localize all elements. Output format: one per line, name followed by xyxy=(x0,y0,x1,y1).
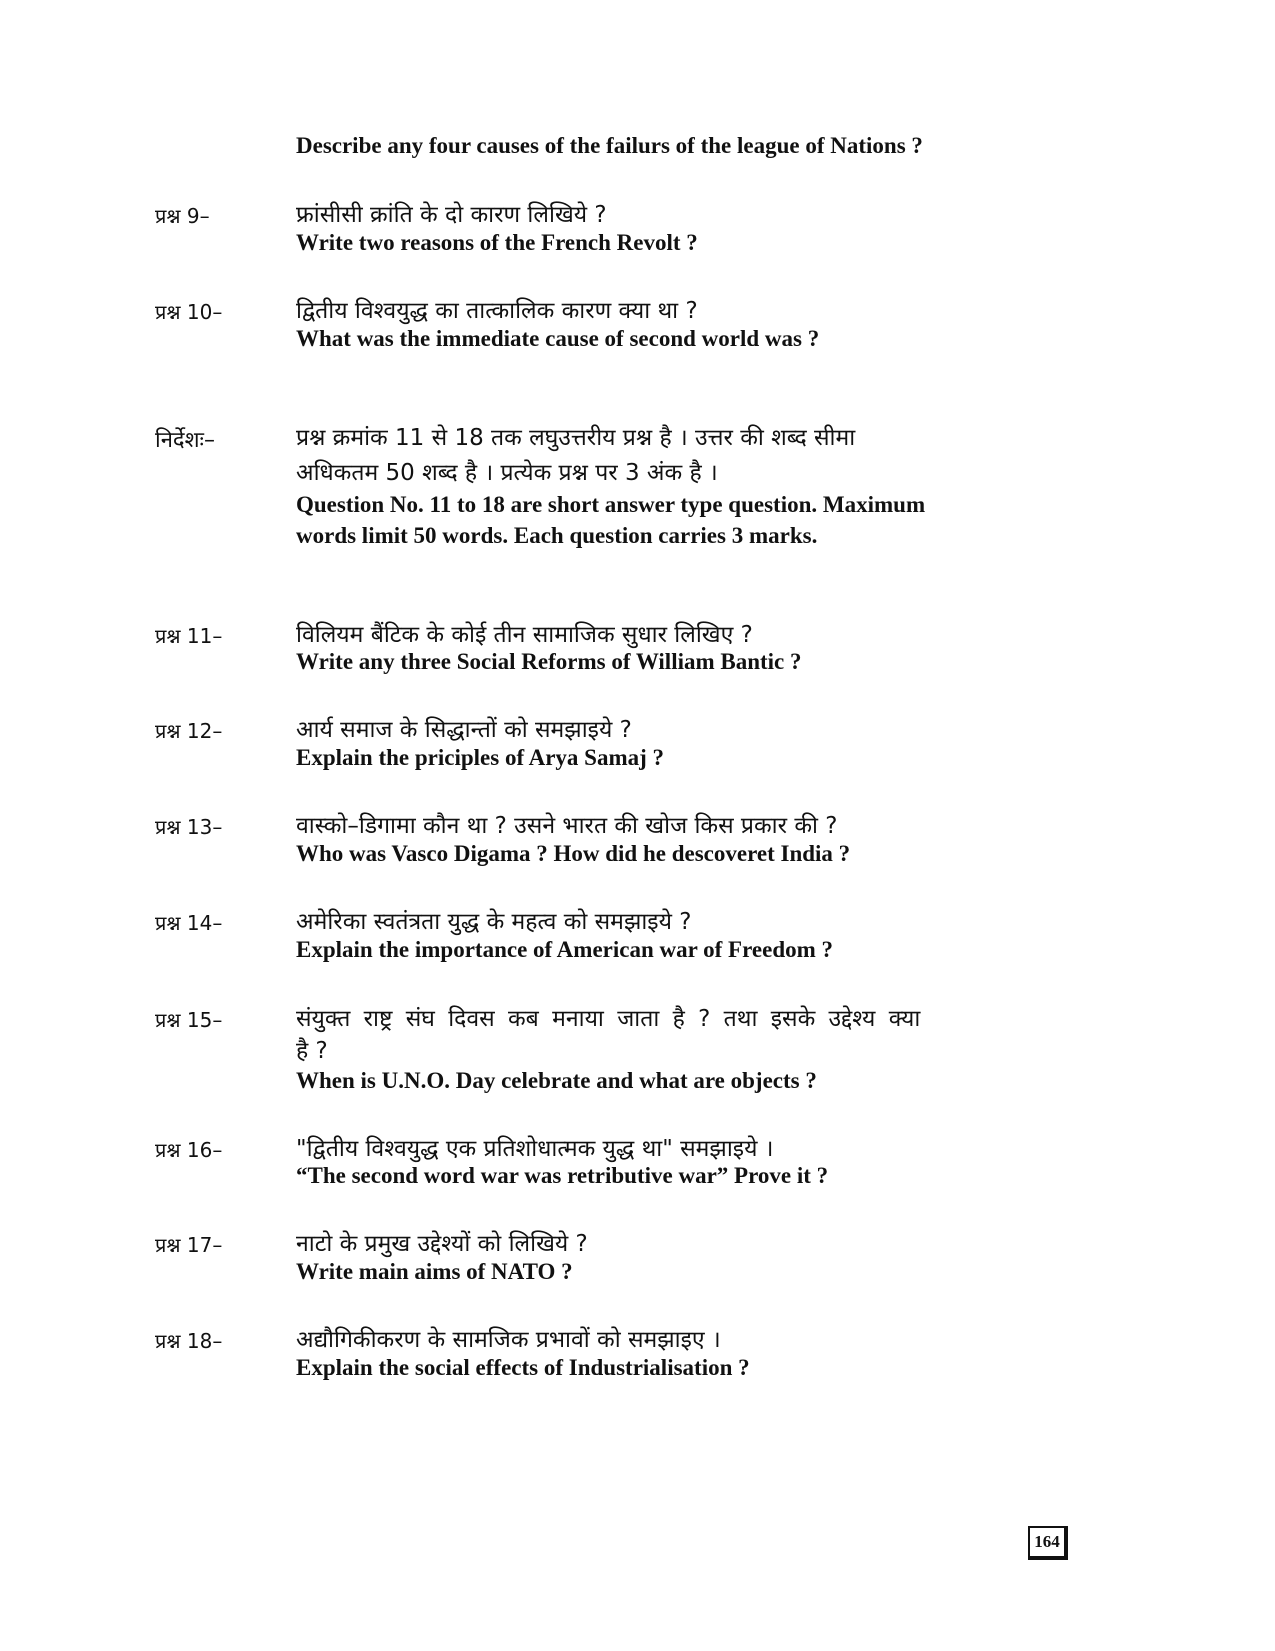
question-text-hi: फ्रांसीसी क्रांति के दो कारण लिखिये ? xyxy=(296,202,607,228)
question-label: प्रश्न 17– xyxy=(155,1233,223,1257)
question-text-hi: संयुक्त राष्ट्र संघ दिवस कब मनाया जाता है ? तथा इसके उद्देश्य क्या xyxy=(296,1006,921,1032)
question-text-en: “The second word war was retributive war” Prove it ? xyxy=(296,1163,829,1188)
question-text-en: What was the immediate cause of second world was ? xyxy=(296,326,820,351)
instruction-text-hi-2: अधिकतम 50 शब्द है । प्रत्येक प्रश्न पर 3 अंक है । xyxy=(296,460,718,486)
instruction-text-hi-1: प्रश्न क्रमांक 11 से 18 तक लघुउत्तरीय प्रश्न है । उत्तर की शब्द सीमा xyxy=(296,425,856,451)
question-text-hi: विलियम बैंटिक के कोई तीन सामाजिक सुधार लिखिए ? xyxy=(296,622,753,648)
question-text-hi: वास्को–डिगामा कौन था ? उसने भारत की खोज किस प्रकार की ? xyxy=(296,813,838,839)
question-text-en: Write main aims of NATO ? xyxy=(296,1259,573,1284)
intro-question-en: Describe any four causes of the failurs of the league of Nations ? xyxy=(296,133,923,158)
question-label: प्रश्न 16– xyxy=(155,1138,223,1162)
question-text-en: Write two reasons of the French Revolt ? xyxy=(296,230,698,255)
instruction-label: निर्देशः– xyxy=(155,428,215,453)
question-text-hi: नाटो के प्रमुख उद्देश्यों को लिखिये ? xyxy=(296,1231,588,1257)
question-text-en: Explain the priciples of Arya Samaj ? xyxy=(296,745,665,770)
question-label: प्रश्न 12– xyxy=(155,719,223,743)
question-text-en: Explain the importance of American war of Freedom ? xyxy=(296,937,834,962)
question-label: प्रश्न 18– xyxy=(155,1329,223,1353)
question-text-hi: आर्य समाज के सिद्धान्तों को समझाइये ? xyxy=(296,717,632,743)
question-label: प्रश्न 10– xyxy=(155,300,223,324)
question-label: प्रश्न 13– xyxy=(155,815,223,839)
question-text-hi: द्वितीय विश्वयुद्ध का तात्कालिक कारण क्या था ? xyxy=(296,298,698,324)
question-text-en: Write any three Social Reforms of William Bantic ? xyxy=(296,649,802,674)
question-text-en: Who was Vasco Digama ? How did he descoveret India ? xyxy=(296,841,851,866)
page-number: 164 xyxy=(1028,1526,1068,1560)
question-label: प्रश्न 15– xyxy=(155,1008,223,1032)
question-text-en: Explain the social effects of Industrialisation ? xyxy=(296,1355,750,1380)
question-label: प्रश्न 11– xyxy=(155,624,223,648)
question-label: प्रश्न 14– xyxy=(155,911,223,935)
instruction-text-en-1: Question No. 11 to 18 are short answer type question. Maximum xyxy=(296,492,926,517)
question-text-hi: "द्वितीय विश्वयुद्ध एक प्रतिशोधात्मक युद्ध था" समझाइये । xyxy=(296,1136,774,1162)
instruction-text-en-2: words limit 50 words. Each question carries 3 marks. xyxy=(296,523,818,548)
question-label: प्रश्न 9– xyxy=(155,204,210,228)
question-text-hi-continued: है ? xyxy=(296,1038,328,1064)
question-text-en: When is U.N.O. Day celebrate and what are objects ? xyxy=(296,1068,817,1093)
question-text-hi: अद्यौगिकीकरण के सामजिक प्रभावों को समझाइए । xyxy=(296,1327,721,1353)
question-text-hi: अमेरिका स्वतंत्रता युद्ध के महत्व को समझाइये ? xyxy=(296,909,692,935)
